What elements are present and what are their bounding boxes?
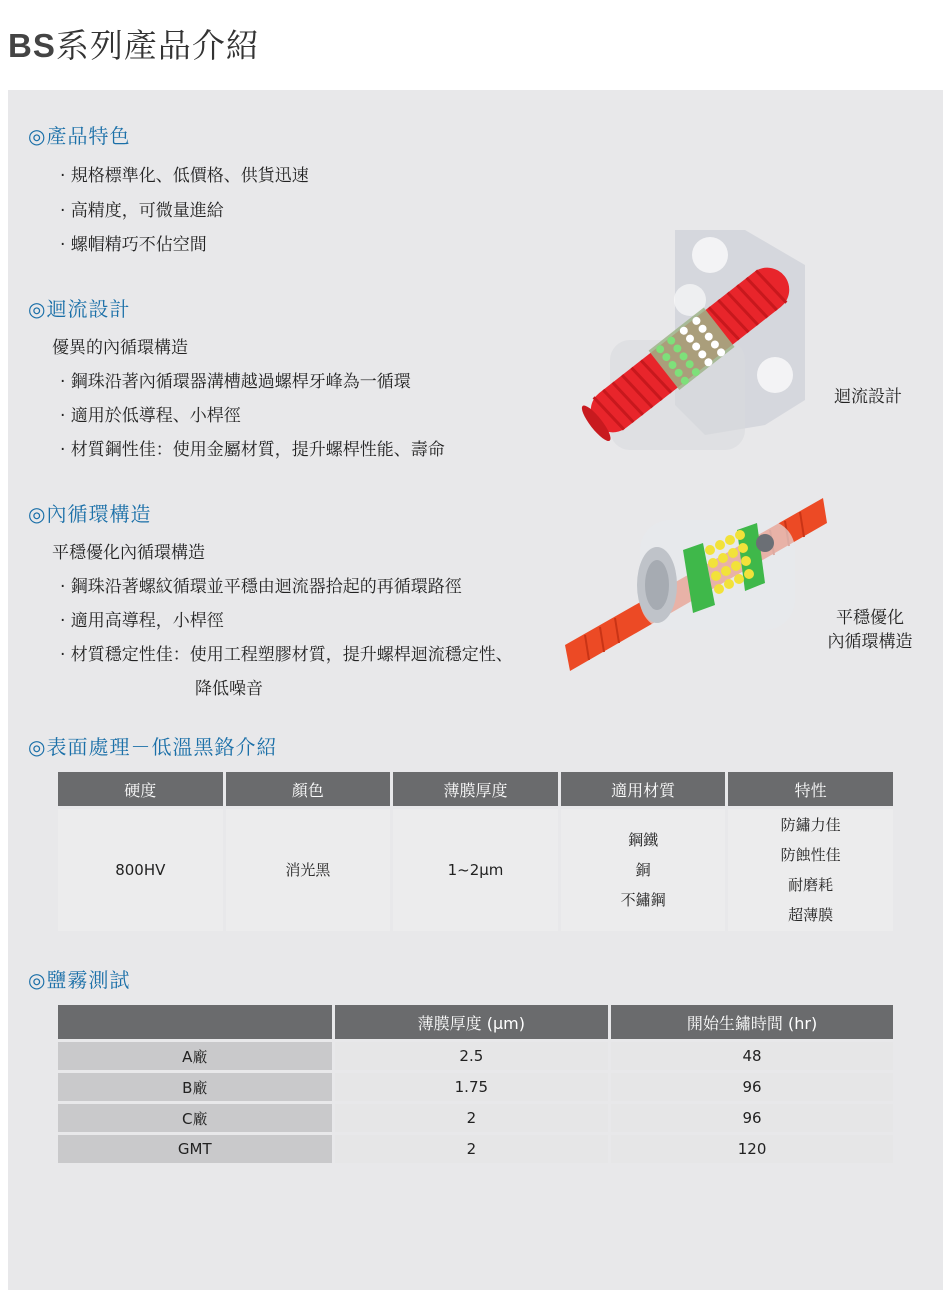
feature-bullet-3: ‧ 螺帽精巧不佔空間 (60, 235, 207, 255)
surface-properties: 防鏽力佳 防蝕性佳 耐磨耗 超薄膜 (728, 809, 893, 931)
salt-row-hours: 96 (611, 1104, 893, 1132)
recirc-bullet-3: ‧ 材質鋼性佳：使用金屬材質，提升螺桿性能、壽命 (60, 440, 445, 460)
salt-header-hours: 開始生鏽時間 (hr) (611, 1005, 893, 1039)
surface-heading: ◎表面處理－低溫黑鉻介紹 (28, 735, 278, 759)
salt-row-thickness: 2 (335, 1104, 609, 1132)
salt-table (55, 1002, 896, 1166)
recirc-bullet-1: ‧ 鋼珠沿著內循環器溝槽越過螺桿牙峰為一循環 (60, 372, 411, 392)
internal-bullet-3: ‧ 材質穩定性佳：使用工程塑膠材質，提升螺桿迴流穩定性、 (60, 645, 513, 665)
surface-thickness: 1~2μm (393, 809, 558, 931)
surface-header-color: 顏色 (226, 772, 391, 806)
surface-header-properties: 特性 (728, 772, 893, 806)
salt-row-name: B廠 (58, 1073, 332, 1101)
salt-row-name: A廠 (58, 1042, 332, 1070)
surface-table (55, 769, 896, 934)
internal-bullet-1: ‧ 鋼珠沿著螺紋循環並平穩由迴流器拾起的再循環路徑 (60, 577, 462, 597)
salt-row-hours: 48 (611, 1042, 893, 1070)
salt-row-name: C廠 (58, 1104, 332, 1132)
features-heading: ◎產品特色 (28, 124, 131, 148)
salt-heading: ◎鹽霧測試 (28, 968, 131, 992)
surface-materials: 鋼鐵 銅 不鏽鋼 (561, 809, 726, 931)
salt-row-thickness: 1.75 (335, 1073, 609, 1101)
internal-illustration (565, 495, 827, 671)
salt-row-thickness: 2.5 (335, 1042, 609, 1070)
salt-row-name: GMT (58, 1135, 332, 1163)
surface-header-thickness: 薄膜厚度 (393, 772, 558, 806)
feature-bullet-2: ‧ 高精度，可微量進給 (60, 201, 224, 221)
table-row (58, 1073, 893, 1101)
page-title: BS系列產品介紹 (8, 26, 260, 65)
recirc-intro: 優異的內循環構造 (52, 338, 188, 358)
recirc-bullet-2: ‧ 適用於低導程、小桿徑 (60, 406, 241, 426)
salt-header-thickness: 薄膜厚度 (μm) (335, 1005, 609, 1039)
internal-bullet-2: ‧ 適用高導程，小桿徑 (60, 611, 224, 631)
surface-header-materials: 適用材質 (561, 772, 726, 806)
internal-heading: ◎內循環構造 (28, 502, 152, 526)
internal-caption: 平穩優化 內循環構造 (827, 608, 913, 652)
recirc-caption: 迴流設計 (834, 387, 902, 407)
internal-intro: 平穩優化內循環構造 (52, 543, 205, 563)
table-row (58, 1135, 893, 1163)
salt-row-hours: 120 (611, 1135, 893, 1163)
recirc-illustration (575, 225, 810, 465)
table-row (58, 1104, 893, 1132)
salt-header-blank (58, 1005, 332, 1039)
feature-bullet-1: ‧ 規格標準化、低價格、供貨迅速 (60, 166, 309, 186)
recirc-heading: ◎迴流設計 (28, 297, 131, 321)
surface-color: 消光黑 (226, 809, 391, 931)
table-row (58, 1042, 893, 1070)
surface-hardness: 800HV (58, 809, 223, 931)
salt-row-thickness: 2 (335, 1135, 609, 1163)
salt-row-hours: 96 (611, 1073, 893, 1101)
internal-continuation: 降低噪音 (195, 679, 263, 699)
surface-header-hardness: 硬度 (58, 772, 223, 806)
